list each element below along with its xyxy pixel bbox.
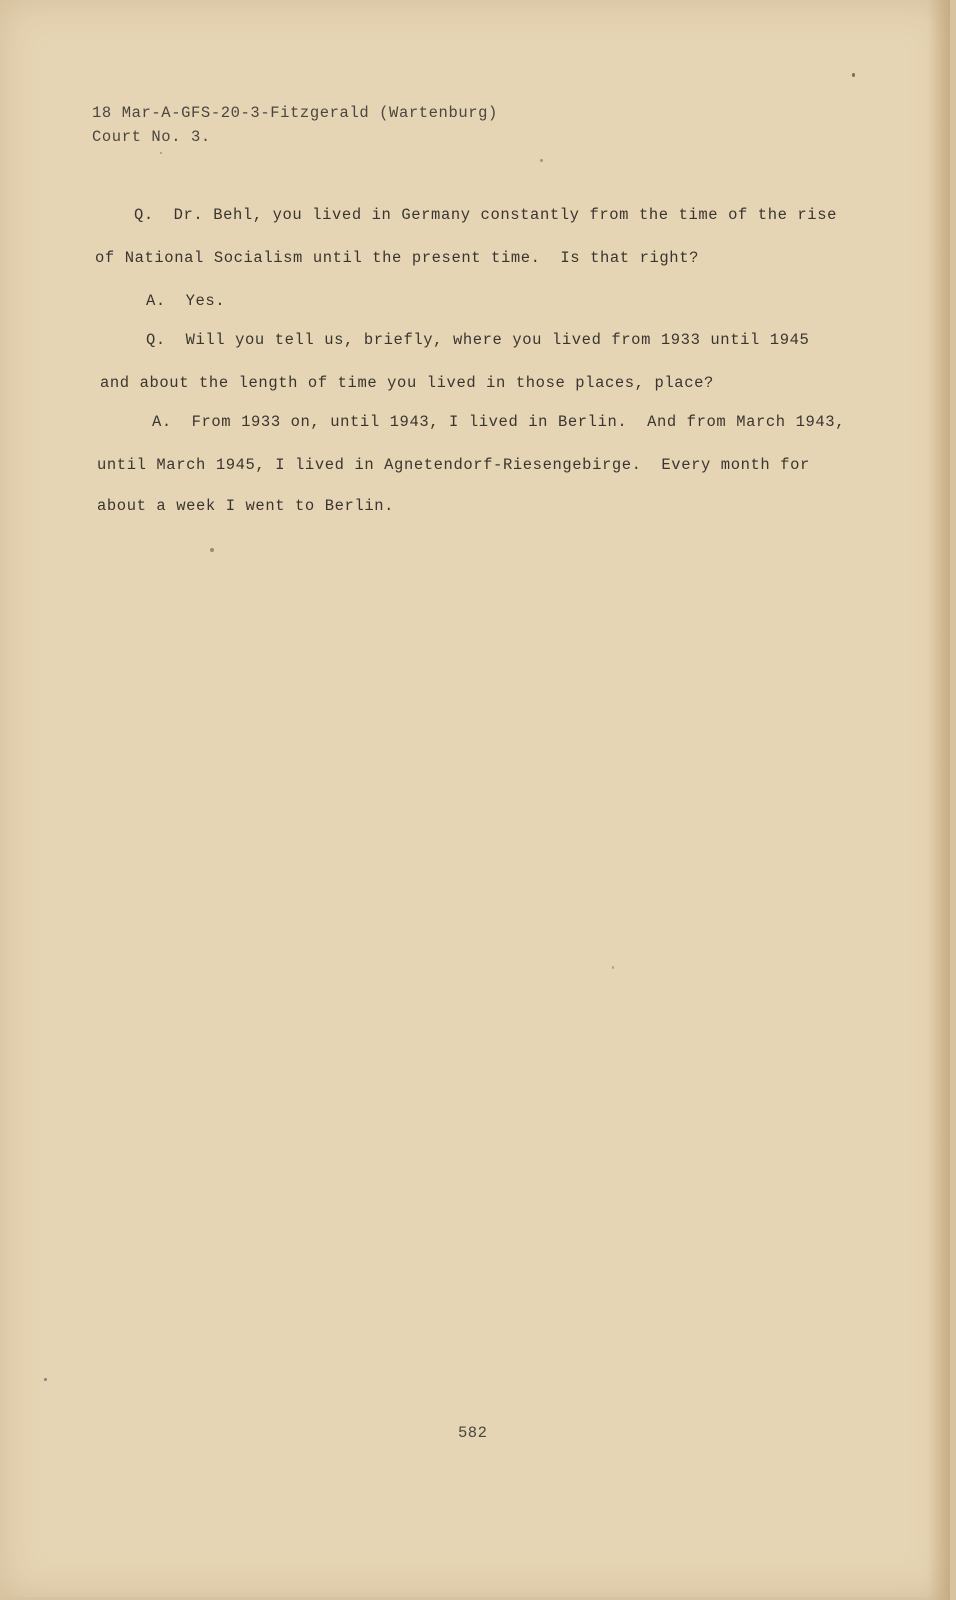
paper-speck (160, 152, 162, 154)
answer-line-4: about a week I went to Berlin. (97, 497, 395, 515)
question-line-4: and about the length of time you lived in those places, place? (100, 374, 714, 392)
paper-speck (612, 966, 614, 969)
question-line-3: Q. Will you tell us, briefly, where you lived from 1933 until 1945 (146, 331, 810, 349)
paper-speck (540, 159, 543, 162)
header-court-line: Court No. 3. (92, 128, 211, 146)
page-number: 582 (458, 1424, 488, 1442)
question-line-1: Q. Dr. Behl, you lived in Germany constantly from the time of the rise (134, 206, 838, 224)
question-line-2: of National Socialism until the present time. Is that right? (95, 249, 699, 267)
answer-line-2: A. From 1933 on, until 1943, I lived in Berlin. And from March 1943, (152, 413, 846, 431)
paper-speck (44, 1378, 47, 1381)
page-edge-shadow (928, 0, 950, 1600)
header-case-line: 18 Mar-A-GFS-20-3-Fitzgerald (Wartenburg) (92, 104, 498, 122)
paper-speck (852, 73, 855, 77)
paper-speck (210, 548, 214, 552)
answer-line-1: A. Yes. (146, 292, 226, 310)
answer-line-3: until March 1945, I lived in Agnetendorf-Riesengebirge. Every month for (97, 456, 810, 474)
